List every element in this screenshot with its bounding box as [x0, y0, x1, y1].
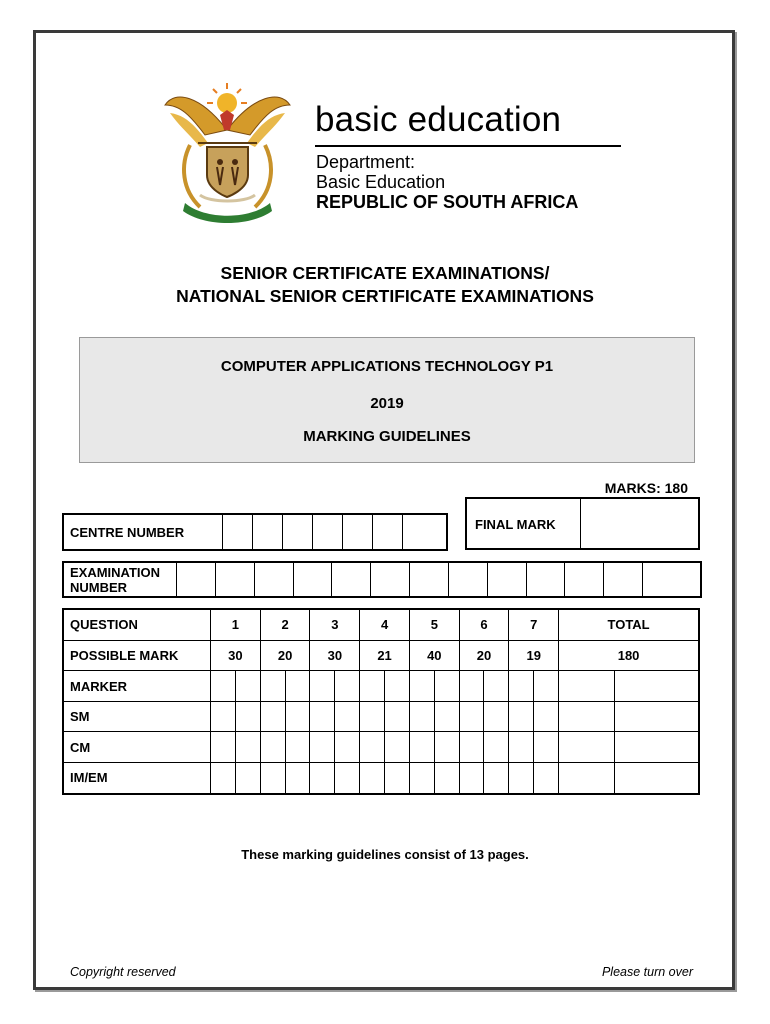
sm-cell[interactable]: [335, 701, 360, 732]
cm-cell[interactable]: [335, 732, 360, 763]
examination-number-cell[interactable]: [332, 562, 371, 597]
turn-over-footer: Please turn over: [601, 965, 693, 979]
centre-number-cell[interactable]: [342, 514, 372, 550]
centre-number-cell[interactable]: [312, 514, 342, 550]
examination-number-cell[interactable]: [371, 562, 410, 597]
examination-number-label-line1: EXAMINATION: [70, 564, 161, 580]
examination-number-cell[interactable]: [293, 562, 332, 597]
centre-number-cell[interactable]: [223, 514, 253, 550]
im-em-cell[interactable]: [559, 762, 615, 794]
sm-cell[interactable]: [235, 701, 260, 732]
country-name: REPUBLIC OF SOUTH AFRICA: [316, 192, 579, 212]
marker-cell[interactable]: [385, 671, 410, 702]
question-number: 3: [310, 609, 360, 640]
sm-cell[interactable]: [459, 701, 484, 732]
sm-cell[interactable]: [434, 701, 459, 732]
final-mark-table: [465, 497, 700, 550]
cm-cell[interactable]: [559, 732, 615, 763]
document-type: MARKING GUIDELINES: [303, 428, 471, 445]
question-number: 1: [211, 609, 261, 640]
possible-mark-value: 21: [360, 640, 410, 671]
cm-cell[interactable]: [509, 732, 534, 763]
cm-row: [63, 732, 699, 763]
cm-cell[interactable]: [459, 732, 484, 763]
question-number: 4: [360, 609, 410, 640]
possible-mark-value: 30: [310, 640, 360, 671]
sm-cell[interactable]: [360, 701, 385, 732]
logo-divider: [315, 145, 621, 147]
exam-title-line1: SENIOR CERTIFICATE EXAMINATIONS/: [220, 263, 550, 283]
im-em-cell[interactable]: [235, 762, 260, 794]
examination-number-cell[interactable]: [643, 562, 701, 597]
marker-row: [63, 671, 699, 702]
im-em-cell[interactable]: [509, 762, 534, 794]
examination-number-cell[interactable]: [487, 562, 526, 597]
marker-cell[interactable]: [434, 671, 459, 702]
marker-cell[interactable]: [310, 671, 335, 702]
question-number: 7: [509, 609, 559, 640]
examination-number-table: [62, 561, 702, 598]
examination-number-cell[interactable]: [254, 562, 293, 597]
final-mark-cell[interactable]: [581, 498, 700, 549]
marker-cell[interactable]: [335, 671, 360, 702]
im-em-cell[interactable]: [434, 762, 459, 794]
centre-number-cell[interactable]: [372, 514, 402, 550]
department-label: Department:: [316, 152, 416, 172]
sm-cell[interactable]: [260, 701, 285, 732]
exam-title-line2: NATIONAL SENIOR CERTIFICATE EXAMINATIONS: [176, 286, 594, 306]
examination-number-cell[interactable]: [410, 562, 449, 597]
possible-mark-value: 19: [509, 640, 559, 671]
centre-number-table: [62, 513, 448, 551]
marker-cell[interactable]: [285, 671, 310, 702]
examination-number-label-line2: NUMBER: [70, 579, 128, 595]
examination-number-cell[interactable]: [565, 562, 604, 597]
cm-cell[interactable]: [285, 732, 310, 763]
question-number: 6: [459, 609, 509, 640]
total-label: TOTAL: [559, 609, 699, 640]
marks-label: MARKS: 180: [604, 480, 688, 496]
page-count-note: These marking guidelines consist of 13 pages.: [241, 847, 529, 862]
cm-cell[interactable]: [360, 732, 385, 763]
cm-cell[interactable]: [211, 732, 236, 763]
im-em-cell[interactable]: [211, 762, 236, 794]
sm-cell[interactable]: [559, 701, 615, 732]
marker-cell[interactable]: [260, 671, 285, 702]
im-em-cell[interactable]: [409, 762, 434, 794]
marker-cell[interactable]: [235, 671, 260, 702]
cm-cell[interactable]: [615, 732, 699, 763]
question-row: [63, 609, 699, 640]
im-em-cell[interactable]: [615, 762, 699, 794]
centre-number-label: CENTRE NUMBER: [63, 514, 223, 550]
im-em-row-label: IM/EM: [63, 762, 211, 794]
possible-mark-value: 40: [409, 640, 459, 671]
im-em-cell[interactable]: [385, 762, 410, 794]
marker-cell[interactable]: [534, 671, 559, 702]
examination-number-cell[interactable]: [604, 562, 643, 597]
sm-row: [63, 701, 699, 732]
copyright-footer: Copyright reserved: [70, 965, 176, 979]
cm-cell[interactable]: [484, 732, 509, 763]
sm-cell[interactable]: [285, 701, 310, 732]
possible-mark-value: 20: [459, 640, 509, 671]
cm-cell[interactable]: [434, 732, 459, 763]
examination-number-cell[interactable]: [177, 562, 216, 597]
marker-cell[interactable]: [211, 671, 236, 702]
im-em-cell[interactable]: [534, 762, 559, 794]
examination-number-cell[interactable]: [448, 562, 487, 597]
cm-cell[interactable]: [310, 732, 335, 763]
centre-number-cell[interactable]: [402, 514, 447, 550]
possible-mark-label: POSSIBLE MARK: [63, 640, 211, 671]
question-row-label: QUESTION: [63, 609, 211, 640]
cm-cell[interactable]: [385, 732, 410, 763]
question-marks-table: [62, 608, 700, 795]
examination-number-cell[interactable]: [215, 562, 254, 597]
question-number: 5: [409, 609, 459, 640]
im-em-cell[interactable]: [459, 762, 484, 794]
final-mark-label: FINAL MARK: [466, 498, 581, 549]
sm-row-label: SM: [63, 701, 211, 732]
sm-cell[interactable]: [409, 701, 434, 732]
cm-row-label: CM: [63, 732, 211, 763]
cm-cell[interactable]: [409, 732, 434, 763]
cm-cell[interactable]: [260, 732, 285, 763]
im-em-cell[interactable]: [260, 762, 285, 794]
sm-cell[interactable]: [509, 701, 534, 732]
im-em-cell[interactable]: [360, 762, 385, 794]
coat-of-arms-icon: [160, 75, 295, 225]
im-em-row: [63, 762, 699, 794]
marker-cell[interactable]: [615, 671, 699, 702]
total-possible-value: 180: [559, 640, 699, 671]
centre-number-cell[interactable]: [252, 514, 282, 550]
subject-title: COMPUTER APPLICATIONS TECHNOLOGY P1: [220, 358, 554, 375]
marker-cell[interactable]: [409, 671, 434, 702]
im-em-cell[interactable]: [285, 762, 310, 794]
sm-cell[interactable]: [211, 701, 236, 732]
sm-cell[interactable]: [534, 701, 559, 732]
marker-cell[interactable]: [360, 671, 385, 702]
im-em-cell[interactable]: [335, 762, 360, 794]
marker-cell[interactable]: [484, 671, 509, 702]
examination-number-label: [63, 562, 177, 597]
possible-mark-value: 20: [260, 640, 310, 671]
marker-cell[interactable]: [459, 671, 484, 702]
cm-cell[interactable]: [235, 732, 260, 763]
possible-mark-value: 30: [211, 640, 261, 671]
possible-mark-row: [63, 640, 699, 671]
sm-cell[interactable]: [615, 701, 699, 732]
centre-number-cell[interactable]: [282, 514, 312, 550]
department-name: Basic Education: [316, 172, 446, 192]
examination-number-cell[interactable]: [526, 562, 565, 597]
logo-title: basic education: [315, 100, 562, 139]
im-em-cell[interactable]: [484, 762, 509, 794]
sm-cell[interactable]: [310, 701, 335, 732]
subject-year: 2019: [370, 395, 404, 412]
sm-cell[interactable]: [385, 701, 410, 732]
sm-cell[interactable]: [484, 701, 509, 732]
marker-row-label: MARKER: [63, 671, 211, 702]
subject-box: [79, 337, 695, 463]
cm-cell[interactable]: [534, 732, 559, 763]
im-em-cell[interactable]: [310, 762, 335, 794]
marker-cell[interactable]: [559, 671, 615, 702]
marker-cell[interactable]: [509, 671, 534, 702]
question-number: 2: [260, 609, 310, 640]
